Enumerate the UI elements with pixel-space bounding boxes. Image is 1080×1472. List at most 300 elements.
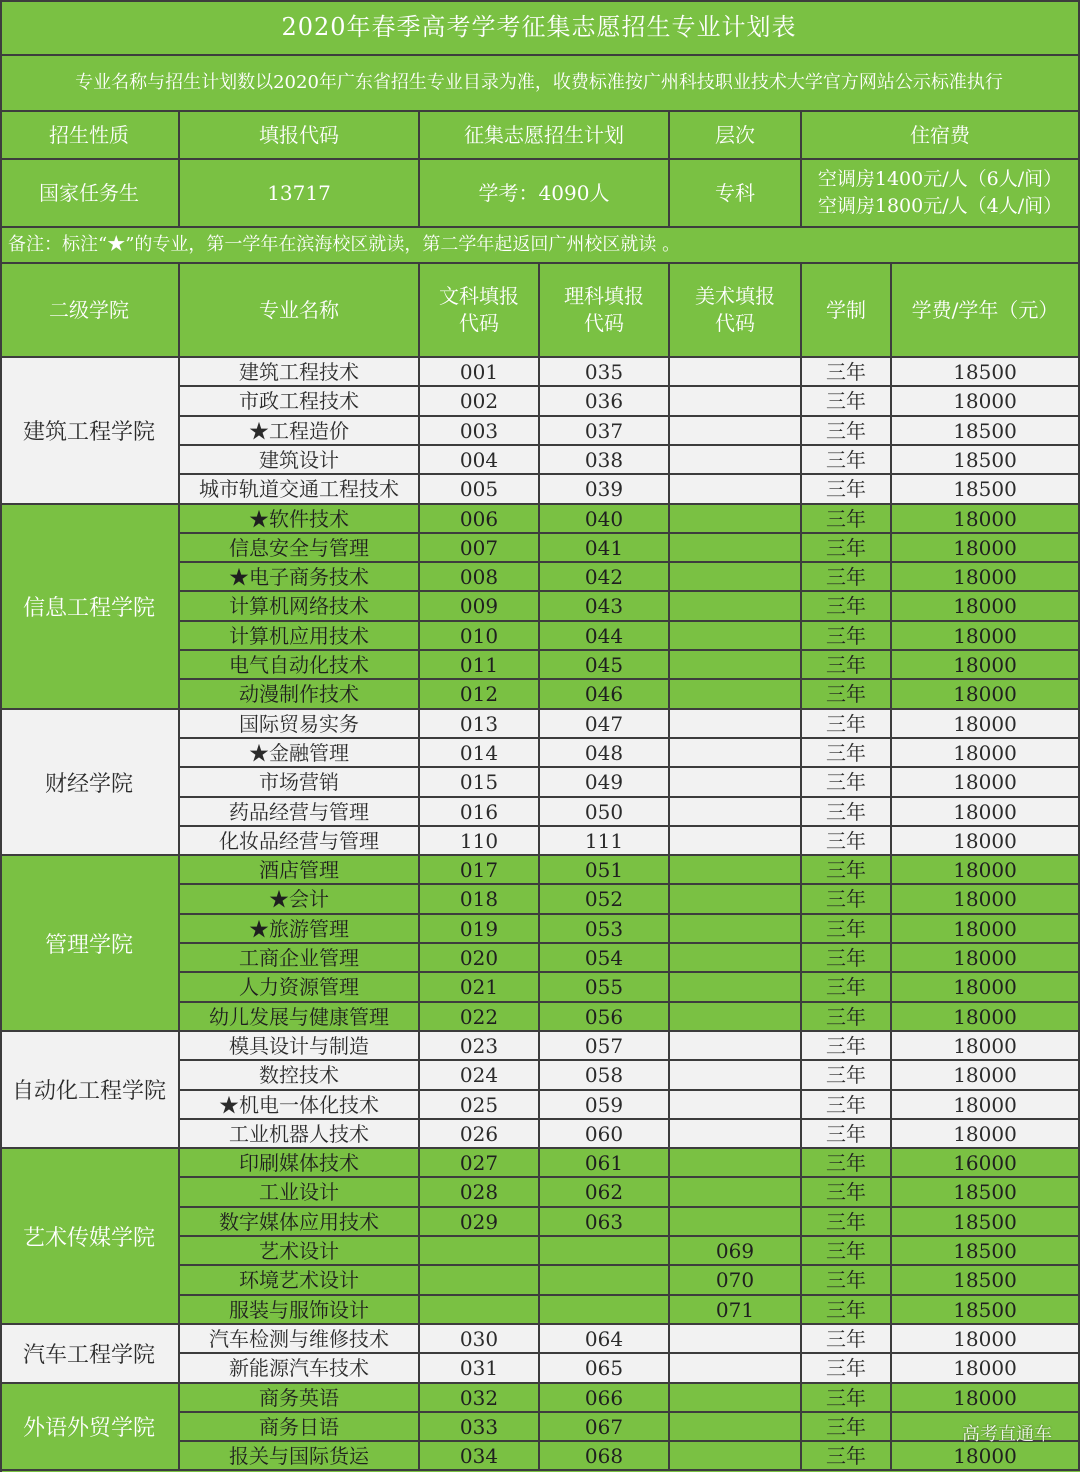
fineart-code: 069 (670, 1237, 802, 1266)
science-code: 111 (540, 827, 670, 856)
major-name: ★工程造价 (180, 417, 420, 446)
major-name: 汽车检测与维修技术 (180, 1325, 420, 1354)
arts-code: 030 (420, 1325, 540, 1354)
college-name: 信息工程学院 (0, 505, 180, 710)
major-name: 酒店管理 (180, 856, 420, 885)
science-code: 059 (540, 1091, 670, 1120)
arts-code: 024 (420, 1061, 540, 1091)
major-name: 幼儿发展与健康管理 (180, 1003, 420, 1032)
tuition-fee: 18000 (892, 710, 1080, 739)
science-code: 060 (540, 1120, 670, 1149)
fineart-code (670, 1208, 802, 1237)
arts-code: 017 (420, 856, 540, 885)
science-code: 038 (540, 446, 670, 475)
notice-row (0, 56, 1080, 112)
tuition-fee: 18000 (892, 1442, 1080, 1471)
duration: 三年 (802, 885, 892, 915)
summary-header-level: 层次 (670, 112, 802, 160)
major-name: 工商企业管理 (180, 944, 420, 973)
table-row (180, 651, 1080, 680)
major-name: 城市轨道交通工程技术 (180, 475, 420, 505)
tuition-fee: 18000 (892, 827, 1080, 856)
fineart-code (670, 915, 802, 944)
fineart-code: 071 (670, 1296, 802, 1325)
duration: 三年 (802, 856, 892, 885)
tuition-fee: 18500 (892, 1208, 1080, 1237)
arts-code: 016 (420, 798, 540, 827)
science-code: 049 (540, 768, 670, 798)
arts-code: 032 (420, 1384, 540, 1413)
science-code: 040 (540, 505, 670, 534)
duration: 三年 (802, 1208, 892, 1237)
major-name: ★旅游管理 (180, 915, 420, 944)
science-code (540, 1266, 670, 1296)
duration: 三年 (802, 563, 892, 592)
table-row (180, 475, 1080, 505)
summary-nature: 国家任务生 (0, 160, 180, 228)
college-name: 管理学院 (0, 856, 180, 1032)
arts-code: 005 (420, 475, 540, 505)
arts-code: 007 (420, 534, 540, 563)
arts-code: 019 (420, 915, 540, 944)
duration: 三年 (802, 475, 892, 505)
duration: 三年 (802, 1296, 892, 1325)
header-science-code (540, 264, 670, 358)
fineart-code (670, 1178, 802, 1208)
arts-code: 004 (420, 446, 540, 475)
summary-header-row (0, 112, 1080, 160)
duration: 三年 (802, 534, 892, 563)
tuition-fee: 18000 (892, 1032, 1080, 1061)
major-name: 建筑工程技术 (180, 358, 420, 387)
header-fineart-line1: 美术填报 (695, 284, 775, 308)
tuition-fee: 18000 (892, 563, 1080, 592)
fineart-code (670, 446, 802, 475)
duration: 三年 (802, 915, 892, 944)
arts-code: 006 (420, 505, 540, 534)
header-arts-code (420, 264, 540, 358)
table-row (180, 1413, 1080, 1442)
science-code: 051 (540, 856, 670, 885)
table-row (180, 1384, 1080, 1413)
table-row (180, 622, 1080, 651)
major-name: 艺术设计 (180, 1237, 420, 1266)
arts-code: 001 (420, 358, 540, 387)
header-fineart-line2: 代码 (715, 311, 755, 335)
science-code: 068 (540, 1442, 670, 1471)
tuition-fee: 18000 (892, 1003, 1080, 1032)
science-code: 041 (540, 534, 670, 563)
duration: 三年 (802, 739, 892, 768)
summary-header-plan: 征集志愿招生计划 (420, 112, 670, 160)
table-row (180, 1032, 1080, 1061)
arts-code: 031 (420, 1354, 540, 1384)
arts-code: 027 (420, 1149, 540, 1178)
major-name: 信息安全与管理 (180, 534, 420, 563)
fineart-code (670, 944, 802, 973)
tuition-fee: 18000 (892, 1120, 1080, 1149)
duration: 三年 (802, 1003, 892, 1032)
arts-code: 018 (420, 885, 540, 915)
fineart-code (670, 417, 802, 446)
table-row (180, 798, 1080, 827)
tuition-fee: 18000 (892, 651, 1080, 680)
science-code: 061 (540, 1149, 670, 1178)
tuition-fee: 18000 (892, 944, 1080, 973)
table-row (180, 1325, 1080, 1354)
table-row (180, 1003, 1080, 1032)
major-name: 药品经营与管理 (180, 798, 420, 827)
tuition-fee: 18500 (892, 1296, 1080, 1325)
table-row (180, 1091, 1080, 1120)
summary-level: 专科 (670, 160, 802, 228)
fineart-code (670, 1032, 802, 1061)
table-row (180, 1266, 1080, 1296)
tuition-fee: 18500 (892, 1266, 1080, 1296)
table-row (180, 387, 1080, 417)
fineart-code (670, 798, 802, 827)
arts-code: 028 (420, 1178, 540, 1208)
duration: 三年 (802, 1384, 892, 1413)
table-row (180, 1208, 1080, 1237)
fineart-code (670, 534, 802, 563)
major-name: 商务英语 (180, 1384, 420, 1413)
major-name: ★会计 (180, 885, 420, 915)
fineart-code (670, 475, 802, 505)
tuition-fee: 18500 (892, 1178, 1080, 1208)
arts-code (420, 1296, 540, 1325)
table-row (180, 710, 1080, 739)
tuition-fee: 18000 (892, 680, 1080, 710)
table-row (180, 1354, 1080, 1384)
science-code: 047 (540, 710, 670, 739)
major-name: 计算机网络技术 (180, 592, 420, 622)
science-code: 058 (540, 1061, 670, 1091)
duration: 三年 (802, 768, 892, 798)
arts-code (420, 1266, 540, 1296)
fineart-code (670, 563, 802, 592)
tuition-fee: 16000 (892, 1149, 1080, 1178)
table-row (180, 534, 1080, 563)
tuition-fee: 18500 (892, 358, 1080, 387)
major-name: 人力资源管理 (180, 973, 420, 1003)
header-major: 专业名称 (180, 264, 420, 358)
tuition-fee: 18000 (892, 1061, 1080, 1091)
summary-code: 13717 (180, 160, 420, 228)
arts-code: 013 (420, 710, 540, 739)
major-name: 计算机应用技术 (180, 622, 420, 651)
tuition-fee: 18000 (892, 534, 1080, 563)
header-science-line2: 代码 (584, 311, 624, 335)
science-code: 065 (540, 1354, 670, 1384)
major-name: 建筑设计 (180, 446, 420, 475)
header-arts-line1: 文科填报 (439, 284, 519, 308)
science-code: 036 (540, 387, 670, 417)
header-science-line1: 理科填报 (564, 284, 644, 308)
major-name: 市政工程技术 (180, 387, 420, 417)
college-name: 财经学院 (0, 710, 180, 856)
table-row (180, 973, 1080, 1003)
tuition-fee: 18000 (892, 856, 1080, 885)
summary-header-dorm: 住宿费 (802, 112, 1080, 160)
table-row (180, 768, 1080, 798)
table-row (180, 915, 1080, 944)
major-name: 工业机器人技术 (180, 1120, 420, 1149)
fineart-code (670, 856, 802, 885)
table-row (180, 1178, 1080, 1208)
table-row (180, 358, 1080, 387)
summary-plan: 学考：4090人 (420, 160, 670, 228)
arts-code: 025 (420, 1091, 540, 1120)
fineart-code (670, 387, 802, 417)
table-row (180, 563, 1080, 592)
summary-dorm (802, 160, 1080, 228)
duration: 三年 (802, 592, 892, 622)
science-code (540, 1237, 670, 1266)
fineart-code (670, 1149, 802, 1178)
fineart-code (670, 1354, 802, 1384)
arts-code: 022 (420, 1003, 540, 1032)
duration: 三年 (802, 1091, 892, 1120)
science-code: 037 (540, 417, 670, 446)
science-code: 054 (540, 944, 670, 973)
duration: 三年 (802, 1325, 892, 1354)
fineart-code (670, 358, 802, 387)
tuition-fee: 18500 (892, 446, 1080, 475)
science-code: 043 (540, 592, 670, 622)
duration: 三年 (802, 1061, 892, 1091)
arts-code: 011 (420, 651, 540, 680)
tuition-fee: 18000 (892, 1325, 1080, 1354)
college-name: 艺术传媒学院 (0, 1149, 180, 1325)
major-name: 工业设计 (180, 1178, 420, 1208)
duration: 三年 (802, 1149, 892, 1178)
duration: 三年 (802, 827, 892, 856)
table-row (180, 592, 1080, 622)
arts-code: 014 (420, 739, 540, 768)
table-row (180, 1237, 1080, 1266)
duration: 三年 (802, 1032, 892, 1061)
major-name: 环境艺术设计 (180, 1266, 420, 1296)
tuition-fee: 18500 (892, 475, 1080, 505)
table-row (180, 1296, 1080, 1325)
duration: 三年 (802, 358, 892, 387)
fineart-code (670, 592, 802, 622)
arts-code: 009 (420, 592, 540, 622)
dorm-option-six: 空调房1400元/人（6人/间） (817, 168, 1063, 190)
duration: 三年 (802, 505, 892, 534)
duration: 三年 (802, 1354, 892, 1384)
fineart-code (670, 505, 802, 534)
duration: 三年 (802, 798, 892, 827)
fineart-code (670, 1325, 802, 1354)
arts-code: 002 (420, 387, 540, 417)
table-row (180, 1120, 1080, 1149)
dorm-option-four: 空调房1800元/人（4人/间） (817, 195, 1063, 217)
summary-header-code: 填报代码 (180, 112, 420, 160)
table-row (180, 885, 1080, 915)
science-code: 042 (540, 563, 670, 592)
header-duration: 学制 (802, 264, 892, 358)
major-name: 国际贸易实务 (180, 710, 420, 739)
duration: 三年 (802, 1413, 892, 1442)
tuition-fee: 18000 (892, 885, 1080, 915)
major-name: 商务日语 (180, 1413, 420, 1442)
arts-code: 003 (420, 417, 540, 446)
arts-code: 010 (420, 622, 540, 651)
duration: 三年 (802, 446, 892, 475)
science-code: 046 (540, 680, 670, 710)
fineart-code (670, 1091, 802, 1120)
table-row (180, 739, 1080, 768)
tuition-fee: 18000 (892, 915, 1080, 944)
table-row (180, 505, 1080, 534)
table-title: 2020年春季高考学考征集志愿招生专业计划表 (0, 0, 1080, 56)
major-name: 模具设计与制造 (180, 1032, 420, 1061)
duration: 三年 (802, 1178, 892, 1208)
tuition-fee: 18000 (892, 592, 1080, 622)
major-name: 电气自动化技术 (180, 651, 420, 680)
major-name: 市场营销 (180, 768, 420, 798)
tuition-fee: 18000 (892, 1384, 1080, 1413)
duration: 三年 (802, 710, 892, 739)
science-code: 050 (540, 798, 670, 827)
tuition-fee: 18000 (892, 798, 1080, 827)
duration: 三年 (802, 622, 892, 651)
fineart-code (670, 1003, 802, 1032)
fineart-code (670, 1061, 802, 1091)
table-header-row (0, 264, 1080, 358)
arts-code: 008 (420, 563, 540, 592)
major-name: 化妆品经营与管理 (180, 827, 420, 856)
arts-code: 021 (420, 973, 540, 1003)
fineart-code (670, 622, 802, 651)
summary-header-nature: 招生性质 (0, 112, 180, 160)
tuition-fee: 18000 (892, 622, 1080, 651)
fineart-code: 070 (670, 1266, 802, 1296)
duration: 三年 (802, 1120, 892, 1149)
tuition-fee: 18500 (892, 1237, 1080, 1266)
fineart-code (670, 827, 802, 856)
science-code: 045 (540, 651, 670, 680)
table-row (180, 680, 1080, 710)
table-row (180, 1061, 1080, 1091)
arts-code: 020 (420, 944, 540, 973)
fineart-code (670, 710, 802, 739)
tuition-fee: 18000 (892, 387, 1080, 417)
fineart-code (670, 1413, 802, 1442)
title-row (0, 0, 1080, 56)
fineart-code (670, 1442, 802, 1471)
fineart-code (670, 1384, 802, 1413)
duration: 三年 (802, 680, 892, 710)
major-name: 数控技术 (180, 1061, 420, 1091)
arts-code: 110 (420, 827, 540, 856)
header-fineart-code (670, 264, 802, 358)
arts-code: 023 (420, 1032, 540, 1061)
table-row (180, 1149, 1080, 1178)
major-name: 动漫制作技术 (180, 680, 420, 710)
science-code: 055 (540, 973, 670, 1003)
science-code: 053 (540, 915, 670, 944)
remark-text: 备注：标注“★”的专业，第一学年在滨海校区就读，第二学年起返回广州校区就读 。 (0, 228, 1080, 264)
duration: 三年 (802, 651, 892, 680)
arts-code: 026 (420, 1120, 540, 1149)
major-name: 印刷媒体技术 (180, 1149, 420, 1178)
table-row (180, 827, 1080, 856)
fineart-code (670, 739, 802, 768)
table-row (180, 446, 1080, 475)
science-code: 067 (540, 1413, 670, 1442)
fineart-code (670, 1120, 802, 1149)
science-code: 066 (540, 1384, 670, 1413)
tuition-fee: 18000 (892, 505, 1080, 534)
science-code: 063 (540, 1208, 670, 1237)
college-name: 汽车工程学院 (0, 1325, 180, 1384)
major-name: 新能源汽车技术 (180, 1354, 420, 1384)
tuition-fee: 18000 (892, 1091, 1080, 1120)
science-code: 057 (540, 1032, 670, 1061)
fineart-code (670, 651, 802, 680)
remark-row (0, 228, 1080, 264)
college-name: 建筑工程学院 (0, 358, 180, 505)
arts-code: 033 (420, 1413, 540, 1442)
tuition-fee: 18000 (892, 768, 1080, 798)
watermark: 高考直通车 (962, 1424, 1052, 1445)
major-name: ★电子商务技术 (180, 563, 420, 592)
science-code: 048 (540, 739, 670, 768)
arts-code (420, 1237, 540, 1266)
arts-code: 029 (420, 1208, 540, 1237)
tuition-fee: 18500 (892, 417, 1080, 446)
arts-code: 034 (420, 1442, 540, 1471)
science-code: 035 (540, 358, 670, 387)
major-name: ★软件技术 (180, 505, 420, 534)
header-fee: 学费/学年（元） (892, 264, 1080, 358)
college-name: 自动化工程学院 (0, 1032, 180, 1149)
duration: 三年 (802, 417, 892, 446)
notice-text: 专业名称与招生计划数以2020年广东省招生专业目录为准，收费标准按广州科技职业技术大学官方网站公示标准执行 (0, 56, 1080, 112)
table-row (180, 1442, 1080, 1471)
duration: 三年 (802, 387, 892, 417)
duration: 三年 (802, 1237, 892, 1266)
major-name: 服装与服饰设计 (180, 1296, 420, 1325)
duration: 三年 (802, 1266, 892, 1296)
major-name: ★机电一体化技术 (180, 1091, 420, 1120)
major-name: 报关与国际货运 (180, 1442, 420, 1471)
fineart-code (670, 680, 802, 710)
major-name: 数字媒体应用技术 (180, 1208, 420, 1237)
science-code: 044 (540, 622, 670, 651)
science-code: 039 (540, 475, 670, 505)
table-row (180, 856, 1080, 885)
tuition-fee: 18000 (892, 739, 1080, 768)
science-code: 064 (540, 1325, 670, 1354)
major-name: ★金融管理 (180, 739, 420, 768)
tuition-fee: 18000 (892, 973, 1080, 1003)
table-row (180, 417, 1080, 446)
fineart-code (670, 768, 802, 798)
arts-code: 015 (420, 768, 540, 798)
science-code: 056 (540, 1003, 670, 1032)
science-code: 052 (540, 885, 670, 915)
duration: 三年 (802, 973, 892, 1003)
college-name: 外语外贸学院 (0, 1384, 180, 1471)
header-college: 二级学院 (0, 264, 180, 358)
duration: 三年 (802, 1442, 892, 1471)
science-code: 062 (540, 1178, 670, 1208)
duration: 三年 (802, 944, 892, 973)
